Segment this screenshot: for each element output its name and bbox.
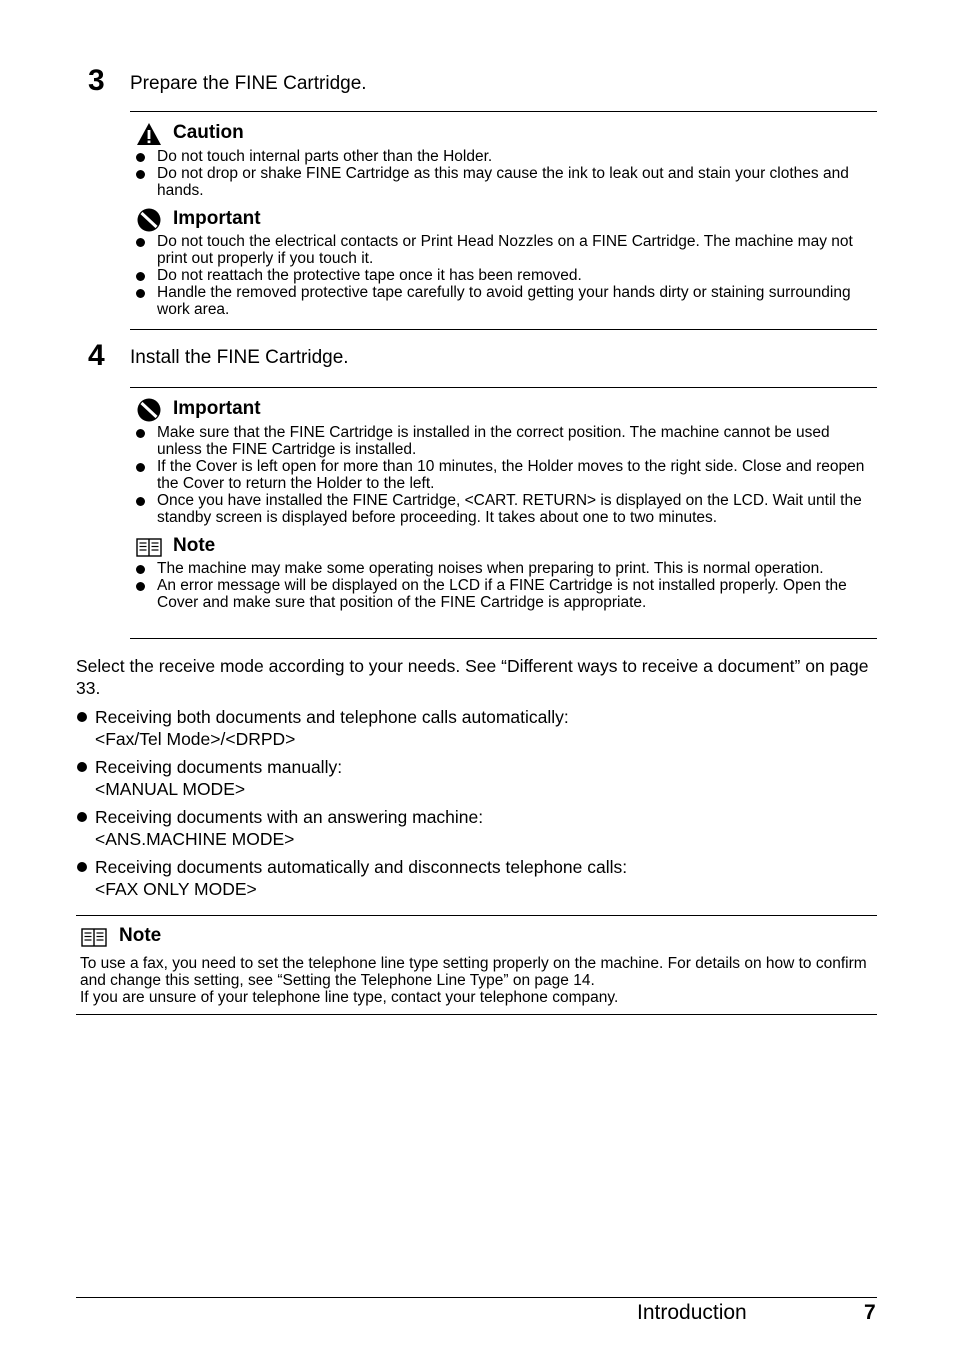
important-item: Do not reattach the protective tape once it has been removed. [130,267,877,284]
note-line: To use a fax, you need to set the telephone line type setting properly on the machine. For details on how to confirm and change this setting, see “Setting the Telephone Line Type” on page 14. [80,955,867,989]
divider [76,1014,877,1015]
important-title: Important [173,398,261,419]
mode-name: <Fax/Tel Mode>/<DRPD> [95,729,296,749]
mode-description: Receiving both documents and telephone calls automatically: [95,707,569,727]
prohibition-icon [136,398,162,422]
caution-item: Do not drop or shake FINE Cartridge as this may cause the ink to leak out and stain your clothes and hands. [130,165,877,199]
list-item [76,856,876,900]
divider [76,915,877,916]
important-box [130,398,877,526]
receive-mode-list [76,706,876,906]
list-item [76,806,876,850]
footer-divider [76,1297,877,1298]
mode-name: <MANUAL MODE> [95,779,246,799]
important-item: Once you have installed the FINE Cartridge, <CART. RETURN> is displayed on the LCD. Wait until the standby screen is displayed before proceeding. It takes about one to two minutes. [130,492,877,526]
note-title: Note [119,925,162,946]
note-item: An error message will be displayed on the LCD if a FINE Cartridge is not installed properly. Open the Cover and make sure that position of the FINE Cartridge is appropriate. [130,577,877,611]
caution-title: Caution [173,122,244,143]
note-book-icon [136,535,162,559]
note-line: If you are unsure of your telephone line type, contact your telephone company. [80,989,619,1006]
important-item: Handle the removed protective tape carefully to avoid getting your hands dirty or staining surrounding work area. [130,284,877,318]
note-item: The machine may make some operating noises when preparing to print. This is normal operation. [130,560,877,577]
footer-section-title: Introduction [637,1301,747,1324]
step-number: 4 [88,339,105,372]
mode-description: Receiving documents manually: [95,757,343,777]
step-3-notices [130,122,877,318]
note-book-icon [81,925,107,949]
mode-description: Receiving documents with an answering machine: [95,807,484,827]
note-box [130,535,877,611]
important-box [130,208,877,318]
mode-name: <FAX ONLY MODE> [95,879,257,899]
important-item: If the Cover is left open for more than 10 minutes, the Holder moves to the right side. Close and reopen the Cover to return the Holder to the left. [130,458,877,492]
caution-box [130,122,877,199]
divider [130,638,877,639]
page-number: 7 [864,1301,876,1324]
important-item: Make sure that the FINE Cartridge is installed in the correct position. The machine cannot be used unless the FINE Cartridge is installed. [130,424,877,458]
note-paragraph [80,955,876,1006]
divider [130,111,877,112]
important-item: Do not touch the electrical contacts or Print Head Nozzles on a FINE Cartridge. The machine may not print out properly if you touch it. [130,233,877,267]
list-item [76,756,876,800]
bottom-note-box [76,925,876,1006]
step-text: Install the FINE Cartridge. [130,347,349,368]
prohibition-icon [136,208,162,232]
mode-description: Receiving documents automatically and disconnects telephone calls: [95,857,628,877]
receive-mode-intro: Select the receive mode according to your needs. See “Different ways to receive a document” on page 33. [76,656,869,698]
note-title: Note [173,535,216,556]
step-4-notices [130,398,877,611]
warning-triangle-icon [136,122,162,146]
important-title: Important [173,208,261,229]
mode-name: <ANS.MACHINE MODE> [95,829,295,849]
divider [130,387,877,388]
caution-item: Do not touch internal parts other than the Holder. [130,148,877,165]
step-number: 3 [88,64,105,97]
list-item [76,706,876,750]
divider [130,329,877,330]
step-text: Prepare the FINE Cartridge. [130,73,367,94]
